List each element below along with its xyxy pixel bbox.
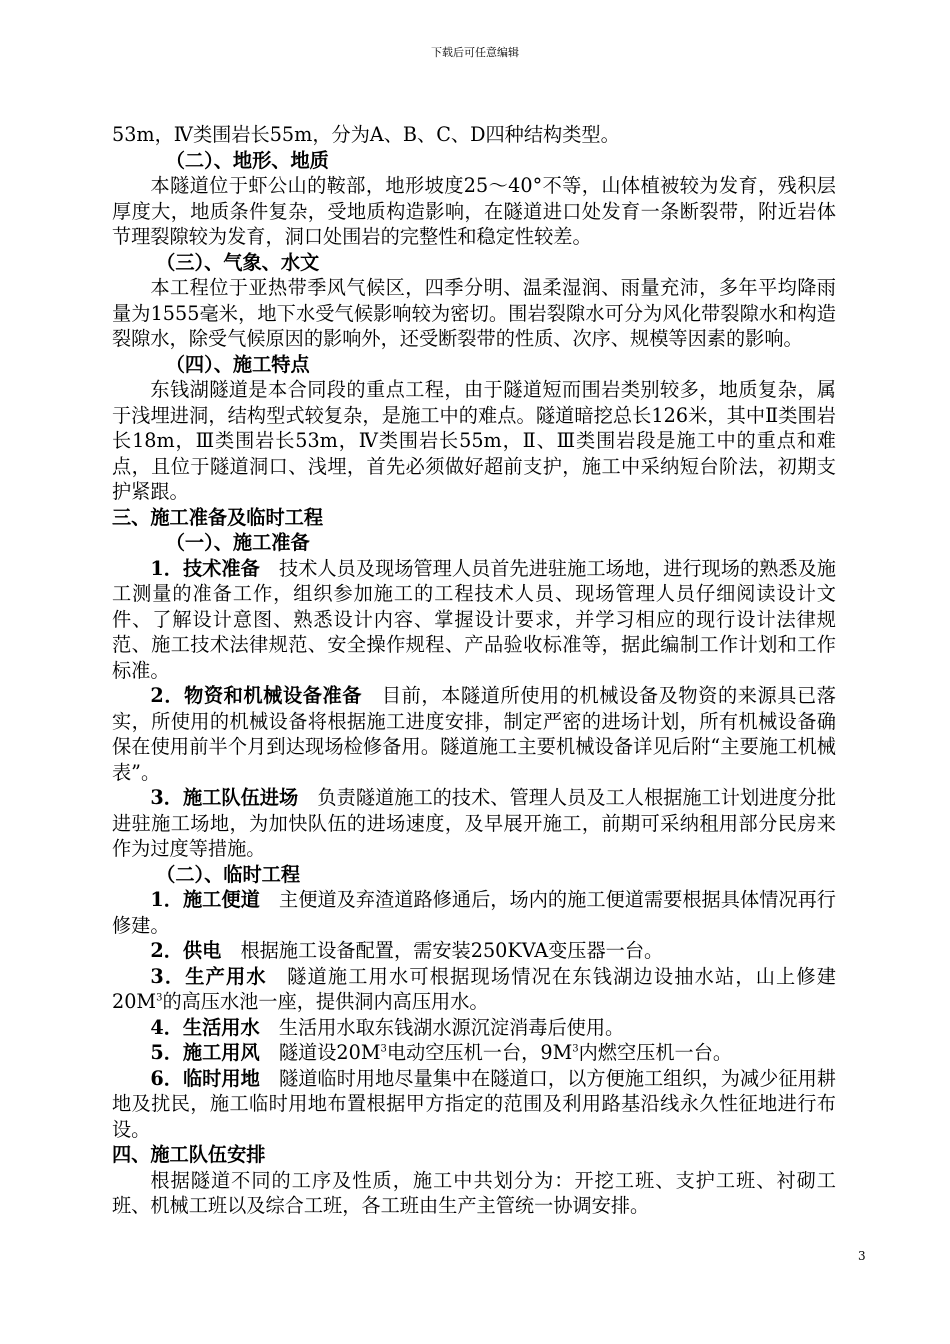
list-item-temp-5 xyxy=(112,1040,836,1066)
item-text: 隧道临时用地尽量集中在隧道口，以方便施工组织，为减少征用耕地及扰民，施工临时用地布置根据甲方指定的范围及利用路基沿线永久性征地进行布设。 xyxy=(112,1066,836,1141)
item-text: 隧道施工用水可根据现场情况在东钱湖边设抽水站，山上修建20M xyxy=(112,964,836,1013)
subheading-preparation: （一）、施工准备 xyxy=(165,531,310,554)
item-lead: 3．生产用水 xyxy=(150,964,267,988)
superscript: 3 xyxy=(572,1043,579,1055)
subheading-temporary-works: （二）、临时工程 xyxy=(156,862,301,886)
item-lead: 1．施工便道 xyxy=(150,888,260,911)
item-text: 生活用水取东钱湖水源沉淀消毒后使用。 xyxy=(259,1015,625,1039)
page-number: 3 xyxy=(858,1249,866,1263)
superscript: 3 xyxy=(380,1043,387,1055)
subheading-features: （四）、施工特点 xyxy=(165,352,310,376)
list-item-prep-2 xyxy=(112,683,836,785)
document-body xyxy=(112,122,836,1219)
list-item-temp-6 xyxy=(112,1066,836,1143)
page-header: 下载后可任意编辑 xyxy=(431,46,519,59)
superscript: 3 xyxy=(156,992,163,1004)
item-text: 的高压水池一座，提供洞内高压用水。 xyxy=(162,990,489,1013)
item-lead: 4．生活用水 xyxy=(150,1015,260,1039)
item-text: 根据施工设备配置，需安装250KVA变压器一台。 xyxy=(221,939,664,962)
item-lead: 5．施工用风 xyxy=(150,1041,260,1064)
item-text: 技术人员及现场管理人员首先进驻施工场地，进行现场的熟悉及施工测量的准备工作，组织参加施工的工程技术人员、现场管理人员仔细阅读设计文件、了解设计意图、熟悉设计内容、掌握设计要求，并学习相应的现行设计法律规范、施工技术法律规范、安全操作规程、产品验收标准等，据此编制工作计划和工作标准。 xyxy=(112,556,836,682)
item-lead: 6．临时用地 xyxy=(150,1066,260,1090)
item-lead: 3．施工队伍进场 xyxy=(150,786,299,809)
item-lead: 1．技术准备 xyxy=(150,556,260,580)
subheading-climate: （三）、气象、水文 xyxy=(156,250,320,274)
item-lead: 2．供电 xyxy=(150,939,222,962)
paragraph: 53m，Ⅳ类围岩长55m，分为A、B、C、D四种结构类型。 xyxy=(112,123,620,146)
subheading-terrain: （二）、地形、地质 xyxy=(165,148,329,172)
item-lead: 2．物资和机械设备准备 xyxy=(150,684,363,707)
item-text: 隧道设20M xyxy=(259,1041,381,1064)
item-text: 电动空压机一台，9M xyxy=(386,1041,573,1064)
list-item-temp-3 xyxy=(112,964,836,1015)
item-text: 负责隧道施工的技术、管理人员及工人根据施工计划进度分批进驻施工场地，为加快队伍的进场速度，及早展开施工，前期可采纳租用部分民房来作为过度等措施。 xyxy=(112,786,836,860)
item-text: 目前，本隧道所使用的机械设备及物资的来源具已落实，所使用的机械设备将根据施工进度安排，制定严密的进场计划，所有机械设备确保在使用前半个月到达现场检修备用。隧道施工主要机械设备详见后附“主要施工机械表”。 xyxy=(112,684,836,784)
list-item-prep-3 xyxy=(112,785,836,862)
list-item-temp-2 xyxy=(112,938,836,964)
paragraph-teams: 根据隧道不同的工序及性质，施工中共划分为：开挖工班、支护工班、衬砌工班、机械工班以及综合工班，各工班由生产主管统一协调安排。 xyxy=(112,1168,836,1217)
paragraph-climate: 本工程位于亚热带季风气候区，四季分明、温柔湿润、雨量充沛，多年平均降雨量为1555毫米，地下水受气候影响较为密切。围岩裂隙水可分为风化带裂隙水和构造裂隙水，除受气候原因的影响外，还受断裂带的性质、次序、规模等因素的影响。 xyxy=(112,276,836,350)
list-item-temp-1 xyxy=(112,887,836,938)
paragraph-features: 东钱湖隧道是本合同段的重点工程，由于隧道短而围岩类别较多，地质复杂，属于浅埋进洞，结构型式较复杂，是施工中的难点。隧道暗挖总长126米，其中Ⅱ类围岩长18m，Ⅲ类围岩长53m，Ⅳ类围岩长55m，Ⅱ、Ⅲ类围岩段是施工中的重点和难点，且位于隧道洞口、浅埋，首先必须做好超前支护，施工中采纳短台阶法，初期支护紧跟。 xyxy=(112,378,836,503)
section-heading-3: 三、施工准备及临时工程 xyxy=(112,505,324,529)
list-item-temp-4 xyxy=(112,1015,836,1041)
section-heading-4: 四、施工队伍安排 xyxy=(112,1143,266,1166)
list-item-prep-1 xyxy=(112,556,836,684)
paragraph-terrain: 本隧道位于虾公山的鞍部，地形坡度25～40°不等，山体植被较为发育，残积层厚度大，地质条件复杂，受地质构造影响，在隧道进口处发育一条断裂带，附近岩体节理裂隙较为发育，洞口处围岩的完整性和稳定性较差。 xyxy=(112,174,836,248)
item-text: 内燃空压机一台。 xyxy=(578,1041,733,1064)
item-text: 主便道及弃渣道路修通后，场内的施工便道需要根据具体情况再行修建。 xyxy=(112,888,836,937)
